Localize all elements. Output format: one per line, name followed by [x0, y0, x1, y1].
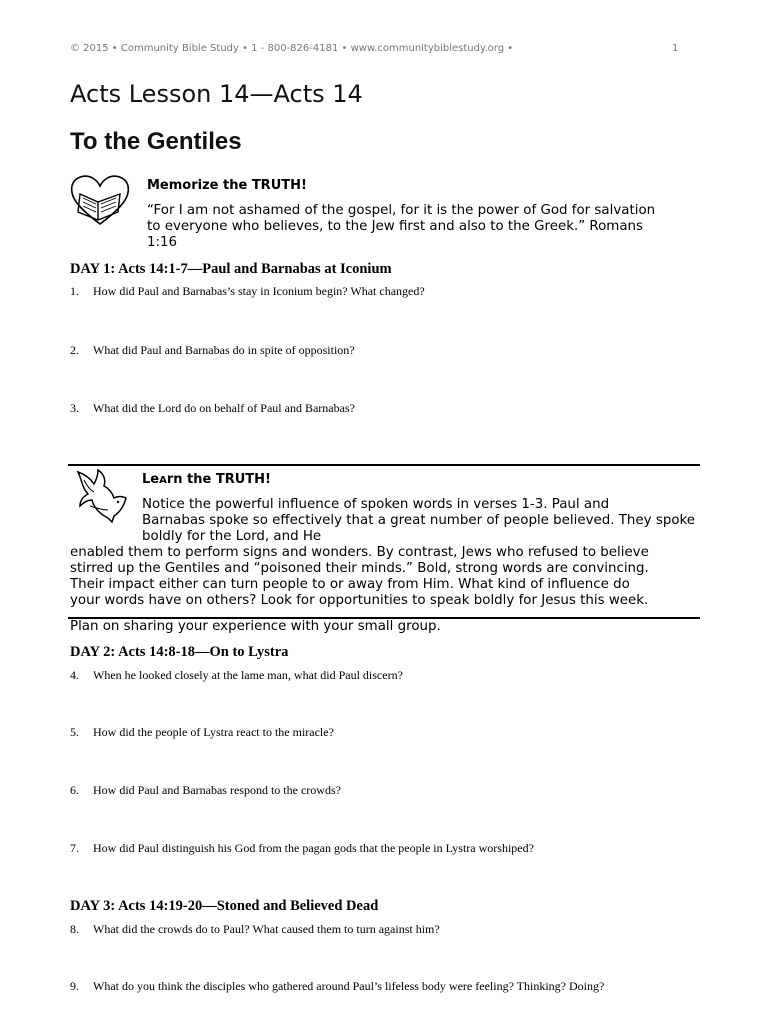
heart-bible-icon	[68, 172, 132, 226]
learn-heading-part: Le	[142, 472, 160, 487]
learn-heading	[142, 472, 271, 487]
learn-line: Barnabas spoke so effectively that a great number of people believed. They spoke	[142, 513, 696, 528]
question-7	[70, 841, 534, 856]
dove-icon	[68, 466, 130, 524]
memorize-heading: Memorize the TRUTH!	[147, 178, 307, 193]
question-text: What did the crowds do to Paul? What caused them to turn against him?	[93, 922, 440, 936]
question-number: 5.	[70, 725, 79, 739]
question-text: What did Paul and Barnabas do in spite of opposition?	[93, 343, 355, 357]
question-text: When he looked closely at the lame man, what did Paul discern?	[93, 668, 403, 682]
memorize-verse	[147, 203, 655, 251]
page-number: 1	[672, 43, 679, 54]
day-2-heading: DAY 2: Acts 14:8-18—On to Lystra	[70, 644, 289, 660]
question-number: 3.	[70, 401, 79, 415]
question-text: What do you think the disciples who gathered around Paul’s lifeless body were feeling? Thinking? Doing?	[93, 979, 605, 993]
learn-line: Notice the powerful influence of spoken words in verses 1-3. Paul and	[142, 497, 610, 512]
learn-line: your words have on others? Look for opportunities to speak boldly for Jesus this week.	[70, 593, 649, 608]
day-3-heading: DAY 3: Acts 14:19-20—Stoned and Believed Dead	[70, 898, 379, 914]
learn-heading-part: A	[159, 475, 167, 486]
question-text: What did the Lord do on behalf of Paul and Barnabas?	[93, 401, 355, 415]
question-number: 4.	[70, 668, 79, 682]
footer-copyright: © 2015 • Community Bible Study • 1 - 800-826-4181 • www.communitybiblestudy.org •	[70, 43, 514, 54]
question-number: 7.	[70, 841, 79, 855]
learn-heading-part: rn the TRUTH!	[166, 472, 271, 487]
learn-line: Their impact either can turn people to or away from Him. What kind of influence do	[70, 577, 630, 592]
learn-box-top-rule	[68, 464, 700, 466]
question-4	[70, 668, 403, 683]
learn-followup: Plan on sharing your experience with your small group.	[70, 619, 441, 634]
memorize-line: to everyone who believes, to the Jew first and also to the Greek.” Romans	[147, 219, 644, 234]
question-text: How did Paul and Barnabas’s stay in Iconium begin? What changed?	[93, 284, 425, 298]
question-number: 2.	[70, 343, 79, 357]
question-number: 9.	[70, 979, 79, 993]
question-text: How did the people of Lystra react to the miracle?	[93, 725, 334, 739]
question-1	[70, 284, 425, 299]
learn-indented-text	[142, 497, 695, 545]
memorize-line: 1:16	[147, 235, 178, 250]
question-2	[70, 343, 355, 358]
lesson-subtitle: To the Gentiles	[70, 128, 242, 155]
learn-line: stirred up the Gentiles and “poisoned their minds.” Bold, strong words are convincing.	[70, 561, 649, 576]
question-8	[70, 922, 440, 937]
question-number: 8.	[70, 922, 79, 936]
memorize-line: “For I am not ashamed of the gospel, for it is the power of God for salvation	[147, 203, 656, 218]
question-5	[70, 725, 334, 740]
question-6	[70, 783, 341, 798]
question-text: How did Paul and Barnabas respond to the crowds?	[93, 783, 341, 797]
day-1-heading: DAY 1: Acts 14:1-7—Paul and Barnabas at Iconium	[70, 261, 392, 277]
question-number: 6.	[70, 783, 79, 797]
question-9	[70, 979, 604, 994]
question-3	[70, 401, 355, 416]
learn-full-text	[70, 545, 649, 609]
lesson-title: Acts Lesson 14—Acts 14	[70, 80, 363, 108]
question-text: How did Paul distinguish his God from the pagan gods that the people in Lystra worshiped?	[93, 841, 534, 855]
learn-line: boldly for the Lord, and He	[142, 529, 322, 544]
question-number: 1.	[70, 284, 79, 298]
learn-line: enabled them to perform signs and wonders. By contrast, Jews who refused to believe	[70, 545, 649, 560]
